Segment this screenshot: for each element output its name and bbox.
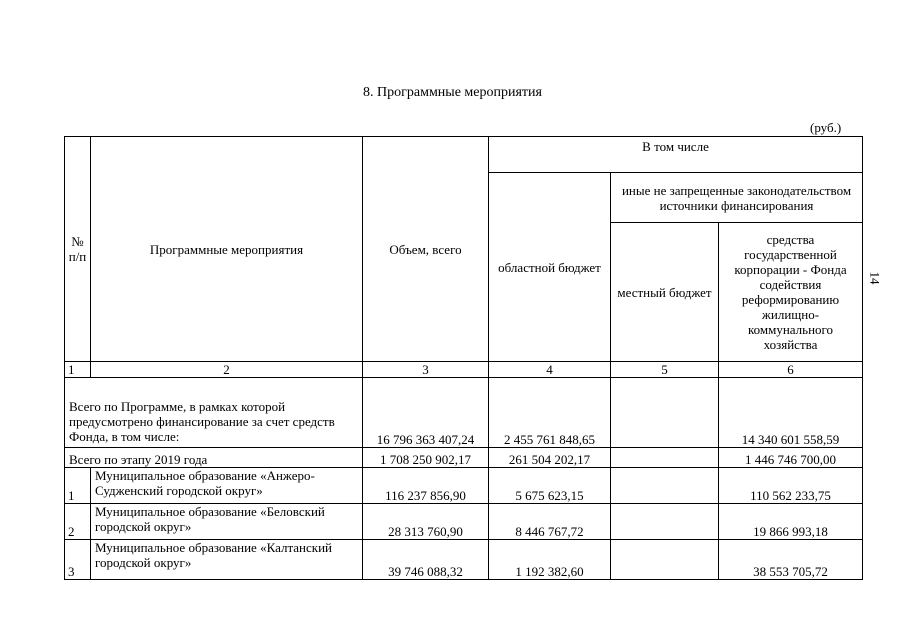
row-municipality: Муниципальное образование «Беловский городской округ»: [91, 504, 363, 540]
col-number: 4: [489, 362, 611, 378]
total-2019-row: [65, 448, 863, 468]
total-2019-label: Всего по этапу 2019 года: [65, 448, 363, 468]
total-program-local: [611, 378, 719, 448]
currency-unit: (руб.): [810, 120, 842, 135]
col-number: 5: [611, 362, 719, 378]
header-other-sources: иные не запрещенные законодательством источники финансирования: [611, 173, 863, 223]
total-2019-regional: 261 504 202,17: [489, 448, 611, 468]
table-row: [65, 468, 863, 504]
total-program-row: [65, 378, 863, 448]
col-number: 3: [363, 362, 489, 378]
col-number: 1: [65, 362, 91, 378]
header-row-1: [65, 137, 863, 173]
table-row: [65, 504, 863, 540]
header-including: В том числе: [489, 137, 863, 173]
total-2019-fund: 1 446 746 700,00: [719, 448, 863, 468]
row-regional: 1 192 382,60: [489, 540, 611, 580]
header-fund: средства государственной корпорации - Фонда содействия реформированию жилищно-коммунального хозяйства: [719, 223, 863, 362]
column-numbers-row: [65, 362, 863, 378]
row-municipality: Муниципальное образование «Калтанский городской округ»: [91, 540, 363, 580]
total-2019-total: 1 708 250 902,17: [363, 448, 489, 468]
header-local: местный бюджет: [611, 223, 719, 362]
row-num: 2: [65, 504, 91, 540]
row-fund: 38 553 705,72: [719, 540, 863, 580]
row-local: [611, 540, 719, 580]
total-program-regional: 2 455 761 848,65: [489, 378, 611, 448]
section-title: 8. Программные мероприятия: [363, 85, 542, 100]
row-num: 3: [65, 540, 91, 580]
row-total: 116 237 856,90: [363, 468, 489, 504]
row-regional: 8 446 767,72: [489, 504, 611, 540]
header-regional: областной бюджет: [489, 173, 611, 362]
table-row: [65, 540, 863, 580]
header-total: Объем, всего: [363, 137, 489, 362]
row-regional: 5 675 623,15: [489, 468, 611, 504]
row-total: 28 313 760,90: [363, 504, 489, 540]
program-activities-table: [64, 136, 863, 580]
header-activities: Программные мероприятия: [91, 137, 363, 362]
row-local: [611, 468, 719, 504]
page-number: 14: [867, 271, 883, 285]
total-2019-local: [611, 448, 719, 468]
total-program-fund: 14 340 601 558,59: [719, 378, 863, 448]
total-program-label: Всего по Программе, в рамках которой предусмотрено финансирование за счет средств Фонда, в том числе:: [65, 378, 363, 448]
row-local: [611, 504, 719, 540]
row-total: 39 746 088,32: [363, 540, 489, 580]
row-num: 1: [65, 468, 91, 504]
total-program-total: 16 796 363 407,24: [363, 378, 489, 448]
row-fund: 110 562 233,75: [719, 468, 863, 504]
row-fund: 19 866 993,18: [719, 504, 863, 540]
header-num: № п/п: [65, 137, 91, 362]
col-number: 6: [719, 362, 863, 378]
col-number: 2: [91, 362, 363, 378]
row-municipality: Муниципальное образование «Анжеро-Судженский городской округ»: [91, 468, 363, 504]
